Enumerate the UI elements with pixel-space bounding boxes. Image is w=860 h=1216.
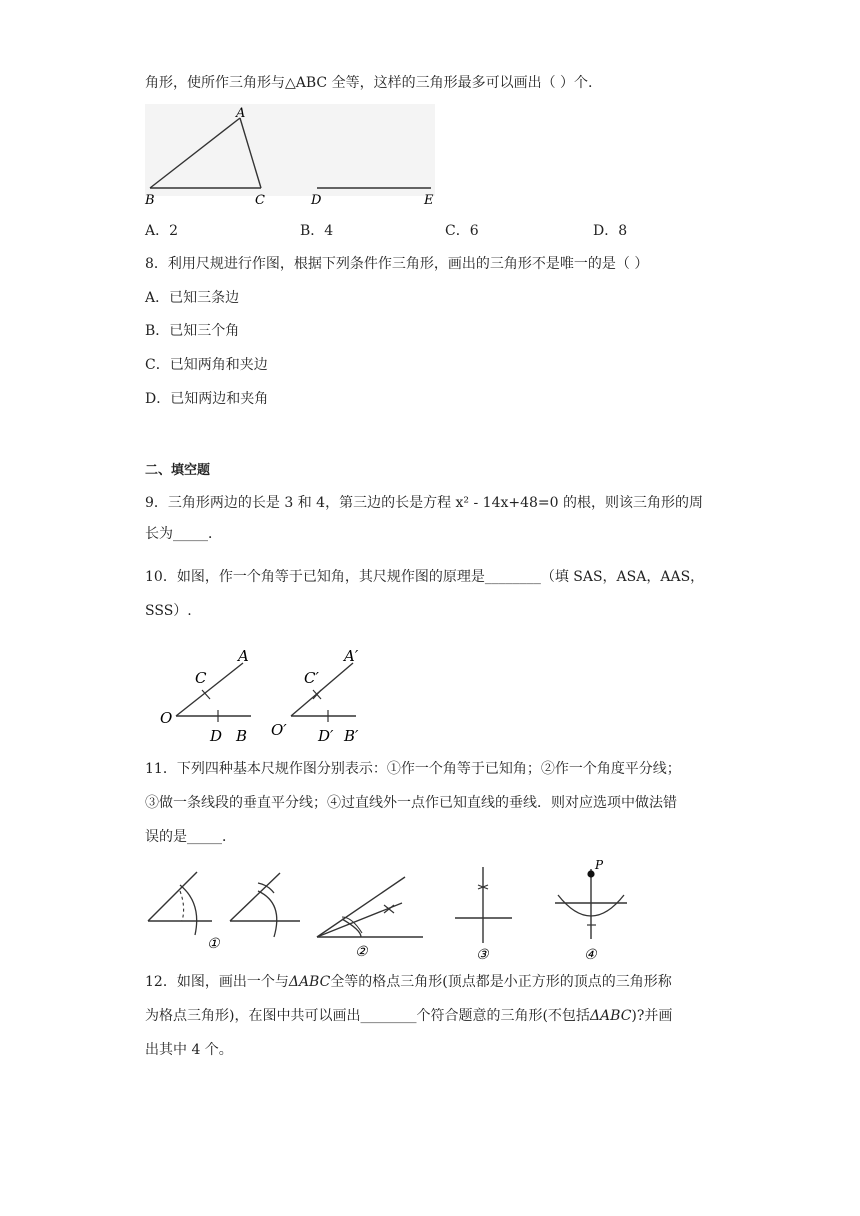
q7-option-b: B．4: [300, 223, 334, 239]
q12-line-2-start: 为格点三角形)，在图中共可以画出________个符合题意的三角形(不包括: [145, 1008, 590, 1024]
label-a-prime: A′: [344, 647, 359, 665]
q12-triangle-abc-2: ΔABC: [589, 1008, 632, 1024]
q10-line-1: 10．如图，作一个角等于已知角，其尺规作图的原理是________（填 SAS，ASA，AAS，: [145, 569, 705, 585]
q12-line-2: [145, 1006, 672, 1026]
construction-2: [230, 873, 300, 937]
q7-option-c: C．6: [445, 223, 479, 239]
label-circle-3: ③: [476, 947, 489, 963]
label-c: C: [255, 193, 265, 208]
label-d: D: [210, 727, 223, 745]
q8-stem: 8．利用尺规进行作图，根据下列条件作三角形，画出的三角形不是唯一的是（ ）: [145, 256, 649, 272]
q7-option-d: D．8: [593, 223, 628, 239]
q7-figure: [143, 104, 438, 208]
label-b: B: [145, 193, 155, 208]
q12-line-1-start: 12．如图，画出一个与: [145, 974, 289, 990]
label-circle-2: ②: [355, 944, 368, 960]
label-c-prime: C′: [304, 669, 319, 687]
q7-option-a: A．2: [145, 223, 179, 239]
construction-4: [455, 867, 512, 963]
q8-option-b: B．已知三个角: [145, 323, 240, 339]
label-circle-4: ④: [584, 947, 597, 963]
section-title: 二、填空题: [145, 463, 211, 478]
q11-figure: [140, 855, 640, 963]
construction-3: [317, 877, 423, 960]
q12-line-3: 出其中 4 个。: [145, 1042, 233, 1058]
label-b-prime: B′: [344, 727, 359, 745]
label-c: C: [195, 669, 207, 687]
q8-option-d: D．已知两边和夹角: [145, 391, 269, 407]
label-e: E: [424, 193, 434, 208]
point-p: [587, 870, 594, 877]
q7-text: 角形，使所作三角形与△ABC 全等，这样的三角形最多可以画出（ ）个.: [145, 75, 593, 91]
label-a: A: [236, 106, 246, 121]
q8-option-c: C．已知两角和夹边: [145, 357, 268, 373]
q12-line-1: [145, 972, 672, 992]
label-o: O: [160, 709, 173, 727]
construction-1: [148, 872, 221, 952]
q11-line-3: 误的是_____．: [145, 829, 236, 845]
label-b: B: [236, 727, 248, 745]
q11-line-1: 11．下列四种基本尺规作图分别表示：①作一个角等于已知角；②作一个角度平分线；: [145, 761, 681, 777]
q9-line-1: 9．三角形两边的长是 3 和 4，第三边的长是方程 x² - 14x+48=0 的根，则该三角形的周: [145, 495, 704, 511]
q10-figure: [158, 643, 378, 745]
label-d: D: [311, 193, 322, 208]
label-d-prime: D′: [318, 727, 334, 745]
label-p: P: [595, 858, 604, 872]
label-a: A: [238, 647, 249, 665]
q12-line-1-end: 全等的格点三角形(顶点都是小正方形的顶点的三角形称: [330, 974, 672, 990]
q8-option-a: A．已知三条边: [145, 290, 240, 306]
label-o-prime: O′: [271, 721, 287, 739]
construction-5: [555, 858, 627, 963]
q9-line-2: 长为_____．: [145, 526, 222, 542]
label-circle-1: ①: [207, 936, 220, 952]
q10-line-2: SSS）.: [145, 603, 192, 619]
q12-line-2-end: )?并画: [631, 1008, 673, 1024]
q12-triangle-abc: ΔABC: [288, 974, 331, 990]
q11-line-2: ③做一条线段的垂直平分线；④过直线外一点作已知直线的垂线．则对应选项中做法错: [145, 795, 677, 811]
